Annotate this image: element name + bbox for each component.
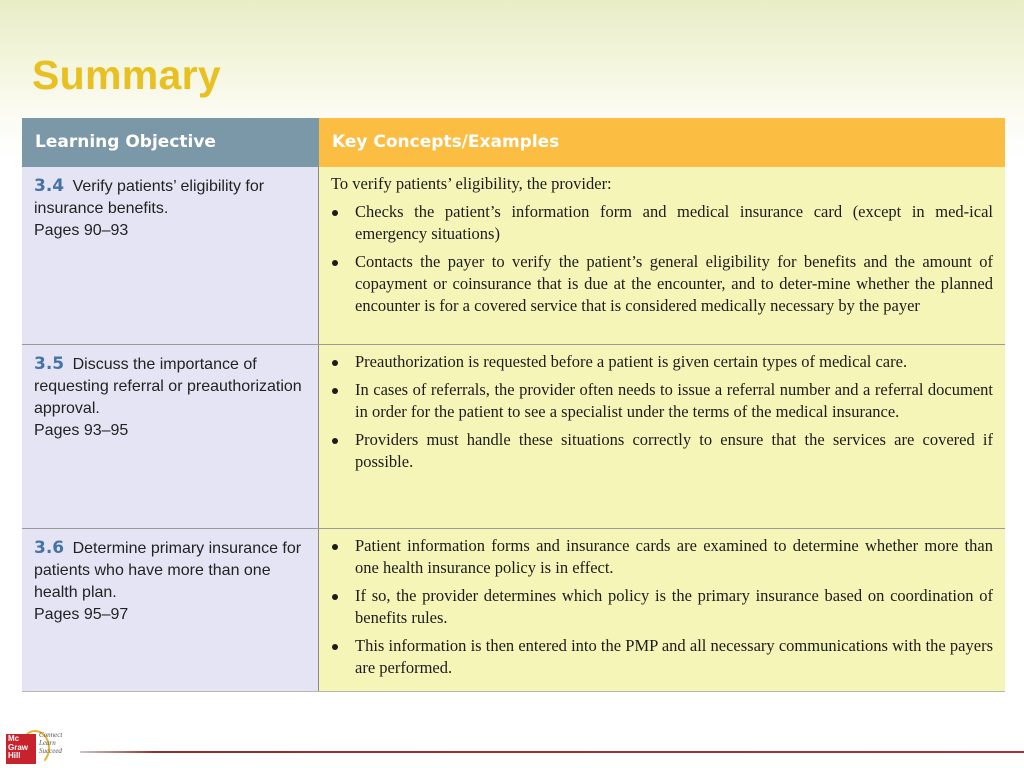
bullet-icon	[332, 438, 338, 444]
objective-text: Verify patients’ eligibility for insurance benefits.	[34, 178, 265, 217]
bullet-icon	[332, 544, 338, 550]
bullet-text: Providers must handle these situations correctly to ensure that the services are covered if possible.	[355, 430, 993, 471]
bullet-icon	[332, 388, 338, 394]
objective-text: Determine primary insurance for patients who have more than one health plan.	[34, 540, 302, 601]
bullet-text: If so, the provider determines which policy is the primary insurance based on coordination of benefits rules.	[355, 586, 993, 627]
tagline-word: Connect	[39, 731, 63, 739]
mcgraw-hill-logo	[6, 728, 86, 766]
table-row	[22, 167, 1005, 344]
objective-number: 3.4	[34, 176, 65, 196]
logo-box	[6, 734, 36, 764]
logo-tagline	[39, 731, 62, 755]
bullet-text: Patient information forms and insurance cards are examined to determine whether more than one health insurance policy is in effect.	[355, 536, 993, 577]
concepts-cell	[319, 345, 1005, 528]
list-item	[331, 535, 993, 579]
list-item	[331, 251, 993, 317]
bullet-icon	[332, 360, 338, 366]
objective-number: 3.6	[34, 538, 65, 558]
objective-cell	[22, 529, 319, 692]
bullet-text: Checks the patient’s information form and medical insurance card (except in med-ical emergency situations)	[355, 202, 993, 243]
summary-table	[22, 118, 1005, 692]
objective-cell	[22, 345, 319, 528]
bullet-text: Contacts the payer to verify the patient’s general eligibility for benefits and the amount of copayment or coinsurance that is due at the encounter, and to deter-mine whether the planned encounter is for a covered service that is considered medically necessary by the payer	[355, 252, 993, 315]
header-key-concepts: Key Concepts/Examples	[319, 118, 1005, 167]
logo-text: Mc	[8, 734, 20, 743]
list-item	[331, 429, 993, 473]
objective-pages: Pages 93–95	[34, 422, 129, 439]
objective-text: Discuss the importance of requesting referral or preauthorization approval.	[34, 356, 302, 417]
objective-pages: Pages 90–93	[34, 222, 129, 239]
objective-cell	[22, 167, 319, 344]
list-item	[331, 201, 993, 245]
logo-text: Graw	[8, 742, 29, 752]
tagline-word: Learn	[39, 739, 56, 747]
header-learning-objective: Learning Objective	[22, 118, 319, 167]
logo-text: Hill	[8, 751, 21, 760]
bullet-icon	[332, 210, 338, 216]
list-item	[331, 585, 993, 629]
concepts-cell	[319, 529, 1005, 692]
objective-number: 3.5	[34, 354, 65, 374]
list-item	[331, 635, 993, 679]
objective-pages: Pages 95–97	[34, 606, 129, 623]
concepts-list	[331, 351, 993, 473]
bullet-icon	[332, 594, 338, 600]
bullet-text: Preauthorization is requested before a patient is given certain types of medical care.	[355, 352, 908, 371]
footer-divider	[80, 751, 1024, 753]
table-bottom-border	[22, 691, 1005, 692]
list-item	[331, 379, 993, 423]
concepts-cell	[319, 167, 1005, 344]
table-row	[22, 344, 1005, 528]
bullet-text: This information is then entered into the PMP and all necessary communications with the payers are performed.	[355, 636, 993, 677]
concepts-list	[331, 535, 993, 679]
slide-title: Summary	[32, 52, 221, 98]
bullet-text: In cases of referrals, the provider often needs to issue a referral number and a referral document in order for the patient to see a specialist under the terms of the medical insurance.	[355, 380, 993, 421]
concepts-list	[331, 201, 993, 317]
list-item	[331, 351, 993, 373]
tagline-word: Succeed	[39, 747, 62, 755]
bullet-icon	[332, 644, 338, 650]
bullet-icon	[332, 260, 338, 266]
table-row	[22, 528, 1005, 692]
concepts-intro: To verify patients’ eligibility, the provider:	[331, 174, 612, 193]
